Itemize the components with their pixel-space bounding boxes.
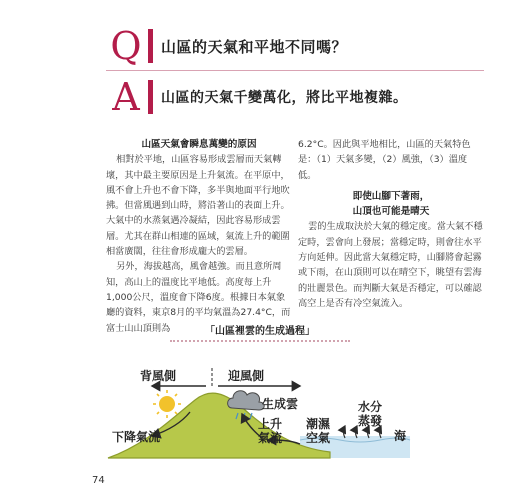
- left-column-heading: 山區天氣會瞬息萬變的原因: [141, 139, 257, 150]
- label-sea: 海: [394, 429, 407, 443]
- right-intro: 6.2°C。因此與平地相比，山區的天氣特色是：（1）天氣多變，（2）風強，（3）溫度低。: [298, 139, 471, 181]
- label-windward: 迎風側: [228, 369, 265, 383]
- left-paragraph-2: 另外，海拔越高，風會越強。而且意所周知，高山上的溫度比平地低。高度每上升1,000公尺，溫度會下降6度。根據日本氣象廳的資料，東京8月的平均氣溫為27.4°C，而富士山山頂則為: [106, 261, 291, 334]
- answer-letter: A: [112, 75, 140, 119]
- question-letter: Q: [110, 24, 142, 68]
- right-heading-line-1: 即使山腳下著雨，: [352, 190, 430, 202]
- label-downdraft: 下降氣流: [112, 430, 161, 444]
- label-updraft: 上升氣流: [258, 417, 283, 445]
- label-leeward: 背風側: [140, 369, 177, 383]
- label-moist-air: 潮濕空氣: [306, 417, 331, 445]
- question-text: 山區的天氣和平地不同嗎？: [161, 37, 348, 56]
- right-paragraph: 雲的生成取決於大氣的穩定度。當大氣不穩定時，雲會向上發展；當穩定時，則會往水平方向延伸。因此當大氣穩定時，山腳將會起霧或下雨，在山頂則可以在晴空下，眺望有雲海的壯麗景色。而判斷大氣是否穩定，可以確認高空上是否有冷空氣流入。: [298, 221, 483, 309]
- figure-title: 「山區裡雲的生成過程」: [205, 326, 315, 337]
- sun-icon: [153, 390, 181, 418]
- right-heading-line-2: 山頂也可能是晴天: [352, 206, 430, 218]
- left-paragraph-1: 相對於平地，山區容易形成雲層而天氣轉壞，其中最主要原因是上升氣流。在平原中，風不會上升也不會下降，多半與地面平行地吹拂。但當風遇到山時，將沿著山的表面上升。大氣中的水蒸氣遇冷凝結，因此容易形成雲層。尤其在群山相連的區域，氣流上升的範圍相當廣闊，往往會形成龐大的雲層。: [106, 154, 290, 258]
- label-cloud: 生成雲: [262, 397, 299, 411]
- page-number: 74: [92, 475, 105, 486]
- label-evaporation: 水分蒸發: [358, 400, 383, 428]
- answer-text: 山區的天氣千變萬化，將比平地複雜。: [161, 90, 408, 106]
